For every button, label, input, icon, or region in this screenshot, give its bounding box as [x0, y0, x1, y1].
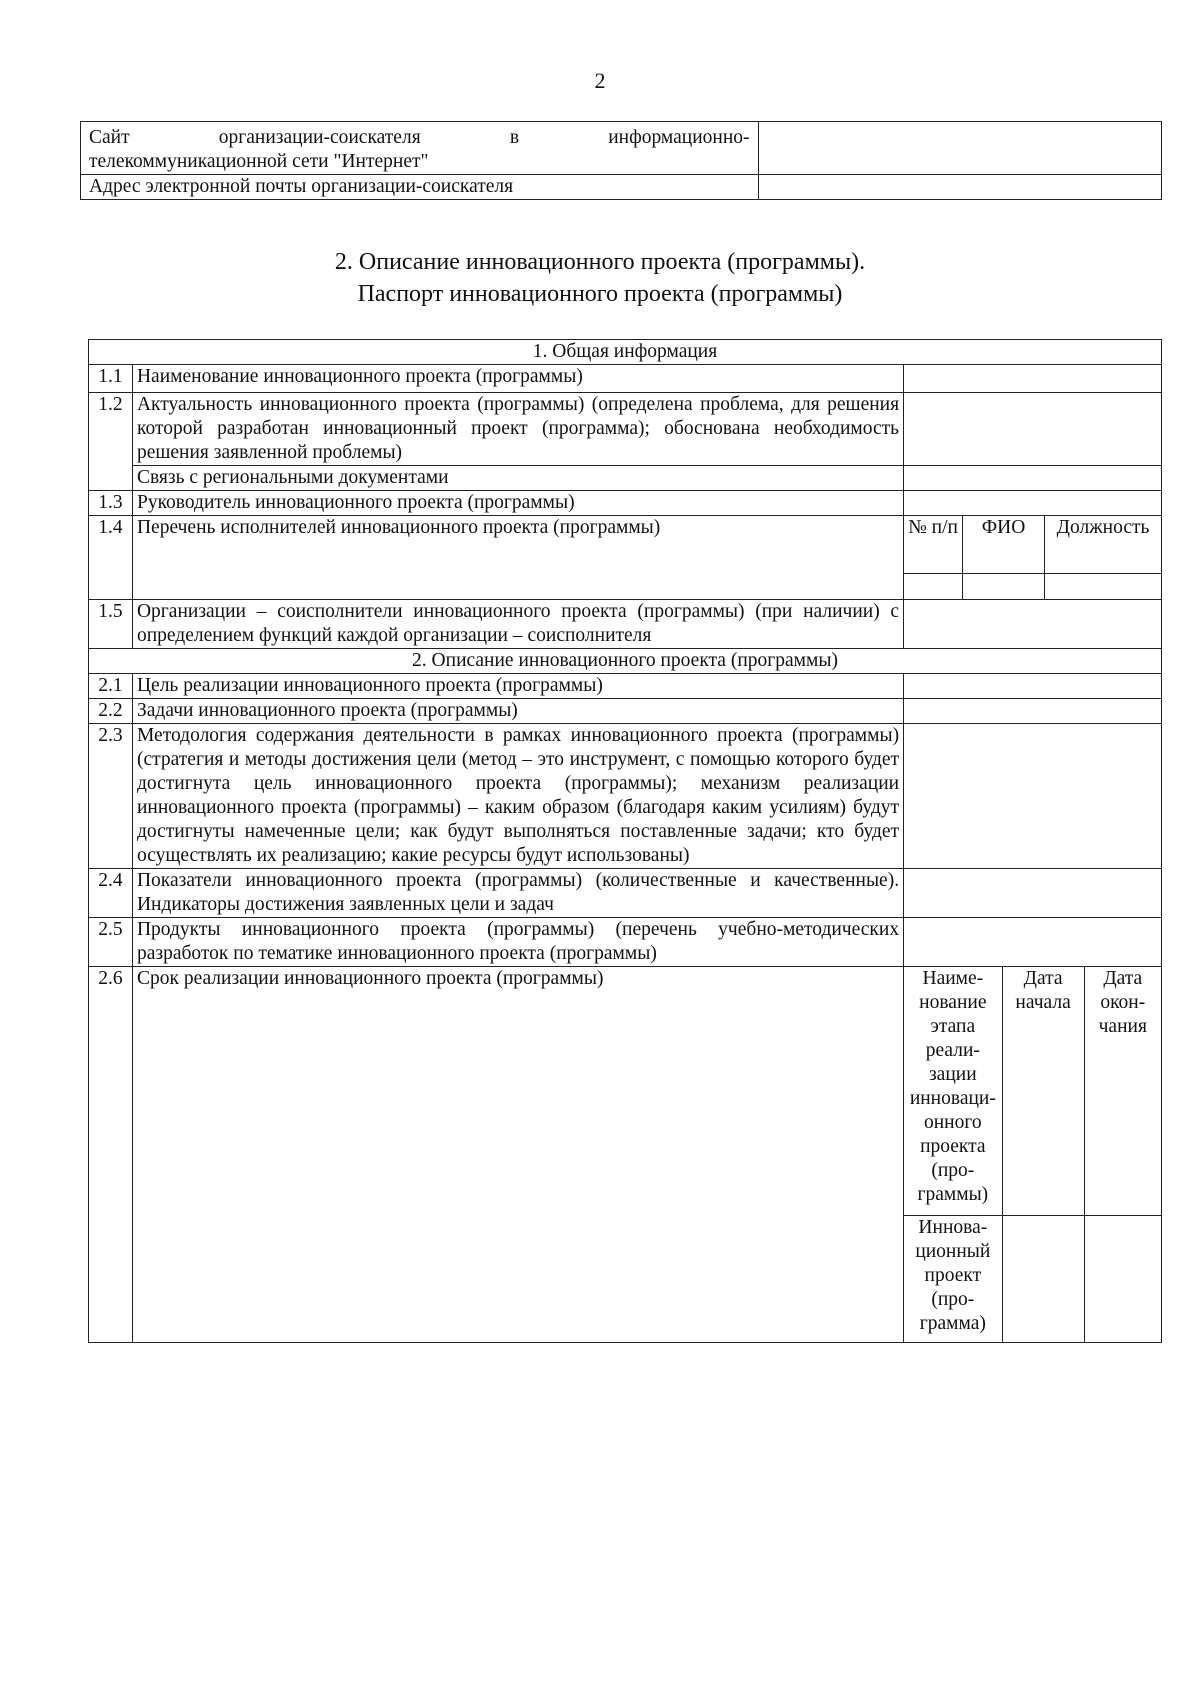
- row-number: 1.3: [89, 491, 133, 516]
- website-label-line2: телекоммуникационной сети "Интернет": [89, 151, 429, 172]
- performers-col-fio: ФИО: [963, 516, 1045, 573]
- performers-cell-empty[interactable]: [963, 573, 1045, 599]
- table-row: [89, 466, 1162, 491]
- section-title-line1: 2. Описание инновационного проекта (программы).: [334, 249, 866, 275]
- timeline-cell: [904, 967, 1162, 1343]
- email-label-cell: [81, 175, 759, 200]
- row-label: Наименование инновационного проекта (программы): [132, 365, 903, 393]
- value-cell[interactable]: [904, 466, 1162, 491]
- row-number: 2.6: [89, 967, 133, 1343]
- email-label: Адрес электронной почты организации-соискателя: [89, 176, 514, 197]
- table-row: [904, 1216, 1161, 1343]
- row-label: Продукты инновационного проекта (программы) (перечень учебно-методических разработок по тематике инновационного проекта (программы): [132, 918, 903, 967]
- row-label: Перечень исполнителей инновационного проекта (программы): [132, 516, 903, 600]
- row-number: 2.5: [89, 918, 133, 967]
- table-row: [89, 340, 1162, 365]
- timeline-cell-empty[interactable]: [1084, 1216, 1161, 1343]
- website-value-cell[interactable]: [758, 122, 1161, 175]
- row-number: 2.4: [89, 869, 133, 918]
- value-cell[interactable]: [904, 674, 1162, 699]
- row-label: Срок реализации инновационного проекта (программы): [132, 967, 903, 1343]
- website-label-line1: [89, 126, 750, 150]
- table-row: [89, 967, 1162, 1343]
- row-number: 2.3: [89, 724, 133, 869]
- row-label: Методология содержания деятельности в рамках инновационного проекта (программы) (стратегия и методы достижения цели (метод – это инструмент, с помощью которого будет достигнута цель инновационного проекта (программы); механизм реализации инновационного проекта (программы) – каким образом (благодаря каким усилиям) будут достигнуты намеченные цели; как будут выполняться поставленные задачи; кто будет осуществлять их реализацию; какие ресурсы будут использованы): [132, 724, 903, 869]
- table-row: [89, 516, 1162, 600]
- row-label: Показатели инновационного проекта (программы) (количественные и качественные). Индикаторы достижения заявленных цели и задач: [132, 869, 903, 918]
- timeline-table: [904, 967, 1161, 1342]
- row-label: Организации – соисполнители инновационного проекта (программы) (при наличии) с определением функций каждой организации – соисполнителя: [132, 600, 903, 649]
- value-cell[interactable]: [904, 699, 1162, 724]
- performers-cell: [904, 516, 1162, 600]
- performers-cell-empty[interactable]: [904, 573, 963, 599]
- row-label: Актуальность инновационного проекта (программы) (определена проблема, для решения которой разработан инновационный проект (программа); обоснована необходимость решения заявленной проблемы): [132, 393, 903, 466]
- performers-cell-empty[interactable]: [1045, 573, 1161, 599]
- table-row: [89, 649, 1162, 674]
- timeline-cell-empty[interactable]: [1002, 1216, 1084, 1343]
- website-label-word: Сайт: [89, 127, 130, 148]
- page-number: 2: [594, 68, 606, 93]
- email-value-cell[interactable]: [758, 175, 1161, 200]
- table-row: [81, 175, 1162, 200]
- table-row: [904, 573, 1161, 599]
- value-cell[interactable]: [904, 918, 1162, 967]
- value-cell[interactable]: [904, 600, 1162, 649]
- value-cell[interactable]: [904, 491, 1162, 516]
- timeline-row-project: Иннова-ционный проект (про-грамма): [904, 1216, 1002, 1343]
- performers-col-position: Должность: [1045, 516, 1161, 573]
- table-row: [89, 724, 1162, 869]
- row-number: 1.5: [89, 600, 133, 649]
- value-cell[interactable]: [904, 724, 1162, 869]
- row-number: 1.1: [89, 365, 133, 393]
- performers-col-num: № п/п: [904, 516, 963, 573]
- table-row: [89, 365, 1162, 393]
- row-number: 2.2: [89, 699, 133, 724]
- website-label-word: организации-соискателя: [218, 127, 421, 148]
- contact-table: [80, 121, 1162, 200]
- section-title-line2: Паспорт инновационного проекта (программы): [357, 281, 843, 307]
- website-label-word: информационно-: [608, 127, 750, 148]
- website-label-word: в: [509, 127, 520, 148]
- part1-header: 1. Общая информация: [89, 340, 1162, 365]
- value-cell[interactable]: [904, 365, 1162, 393]
- table-row: [904, 516, 1161, 573]
- row-label: Руководитель инновационного проекта (программы): [132, 491, 903, 516]
- table-row: [89, 491, 1162, 516]
- passport-table: [88, 339, 1162, 1343]
- table-row: [89, 674, 1162, 699]
- timeline-col-start: Дата начала: [1002, 967, 1084, 1216]
- row-number: 1.4: [89, 516, 133, 600]
- website-label-cell: [81, 122, 759, 175]
- value-cell[interactable]: [904, 393, 1162, 466]
- table-row: [89, 918, 1162, 967]
- value-cell[interactable]: [904, 869, 1162, 918]
- table-row: [81, 122, 1162, 175]
- performers-table: [904, 516, 1161, 599]
- row-number: 2.1: [89, 674, 133, 699]
- part2-header: 2. Описание инновационного проекта (программы): [89, 649, 1162, 674]
- table-row: [89, 869, 1162, 918]
- table-row: [89, 699, 1162, 724]
- row-label: Связь с региональными документами: [132, 466, 903, 491]
- table-row: [89, 393, 1162, 466]
- table-row: [89, 600, 1162, 649]
- row-number: 1.2: [89, 393, 133, 491]
- row-label: Цель реализации инновационного проекта (программы): [132, 674, 903, 699]
- table-row: [904, 967, 1161, 1216]
- row-label: Задачи инновационного проекта (программы): [132, 699, 903, 724]
- timeline-col-end: Дата окон-чания: [1084, 967, 1161, 1216]
- timeline-col-stage: Наиме-нование этапа реали-зации инноваци-онного проекта (про-граммы): [904, 967, 1002, 1216]
